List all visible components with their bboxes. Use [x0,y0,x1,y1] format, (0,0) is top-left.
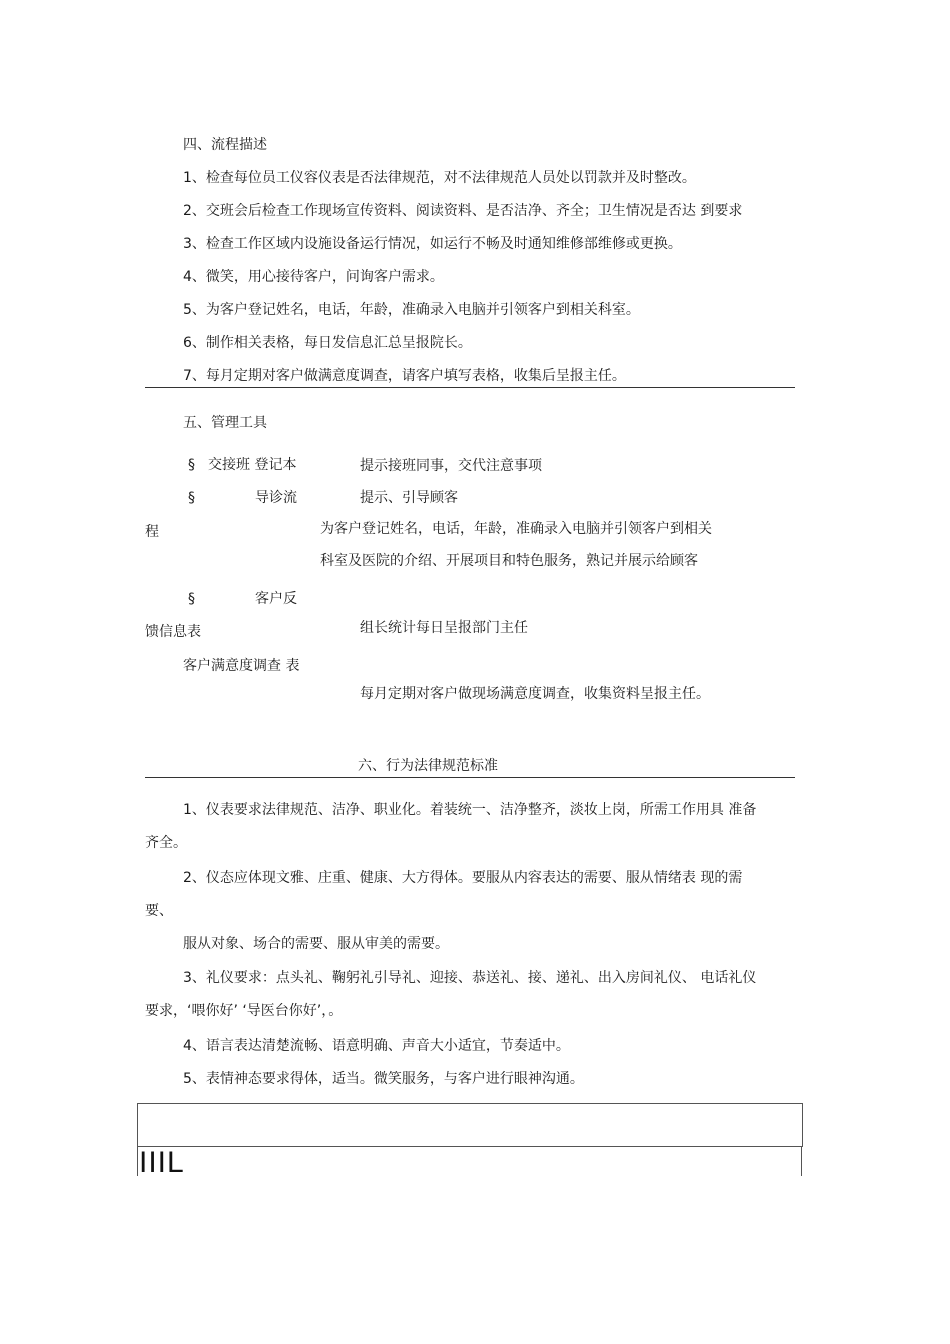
section4-item-1: 1、检查每位员工仪容仪表是否法律规范，对不法律规范人员处以罚款并及时整改。 [183,170,696,186]
section4-title: 四、流程描述 [183,137,267,153]
section5-title: 五、管理工具 [183,415,267,431]
footer-table-right-border [801,1146,802,1176]
footer-table-left-border [137,1146,138,1176]
tool2-bullet: § [188,490,195,506]
section6-p1-line1: 1、仪表要求法律规范、洁净、职业化。着装统一、洁净整齐，淡妆上岗，所需工作用具 准备 [183,802,757,818]
section6-p4: 4、语言表达清楚流畅、语意明确、声音大小适宜，节奏适中。 [183,1038,570,1054]
section4-item-5: 5、为客户登记姓名，电话，年龄，准确录入电脑并引领客户到相关科室。 [183,302,640,318]
section6-p2-line2: 要、 [145,903,173,919]
section6-p3-line1: 3、礼仪要求：点头礼、鞠躬礼引导礼、迎接、恭送礼、接、递礼、出入房间礼仪、 电话礼仪 [183,970,757,986]
section6-p1-line2: 齐全。 [145,835,187,851]
section6-p2-line3: 服从对象、场合的需要、服从审美的需要。 [183,936,449,952]
section6-p2-line1: 2、仪态应体现文雅、庄重、健康、大方得体。要服从内容表达的需要、服从情绪表 现的需 [183,870,743,886]
section4-item-4: 4、微笑，用心接待客户，问询客户需求。 [183,269,444,285]
tool3-name-a: 客户反 [255,591,297,607]
section6-p3-line2: 要求，‘喂你好’ ‘导医台你好’，。 [145,1003,343,1019]
tool4-desc: 每月定期对客户做现场满意度调查，收集资料呈报主任。 [360,686,710,702]
tool3-name-b: 馈信息表 [145,624,201,640]
tool2-desc-1: 提示、引导顾客 [360,490,458,506]
tool4-name: 客户满意度调查 表 [183,658,300,674]
tool1-bullet: § [188,457,195,473]
section6-title: 六、行为法律规范标准 [358,758,498,774]
section4-item-3: 3、检查工作区域内设施设备运行情况，如运行不畅及时通知维修部维修或更换。 [183,236,682,252]
tool2-name-a: 导诊流 [255,490,297,506]
section4-divider [145,387,795,388]
section6-divider [145,777,795,778]
tool2-name-b: 程 [145,524,159,540]
section4-item-7: 7、每月定期对客户做满意度调查，请客户填写表格，收集后呈报主任。 [183,368,626,384]
section4-item-6: 6、制作相关表格，每日发信息汇总呈报院长。 [183,335,472,351]
tool3-desc: 组长统计每日呈报部门主任 [360,620,528,636]
footer-table-mark: IIIL [139,1146,185,1179]
section6-p5: 5、表情神态要求得体，适当。微笑服务，与客户进行眼神沟通。 [183,1071,584,1087]
section4-item-2: 2、交班会后检查工作现场宣传资料、阅读资料、是否洁净、齐全；卫生情况是否达 到要求 [183,203,743,219]
tool1-desc: 提示接班同事，交代注意事项 [360,458,542,474]
footer-table-row [137,1103,803,1147]
tool2-desc-2: 为客户登记姓名，电话，年龄，准确录入电脑并引领客户到相关 [320,521,712,537]
tool2-desc-3: 科室及医院的介绍、开展项目和特色服务，熟记并展示给顾客 [320,553,698,569]
tool1-name: 交接班 登记本 [208,457,297,473]
tool3-bullet: § [188,591,195,607]
